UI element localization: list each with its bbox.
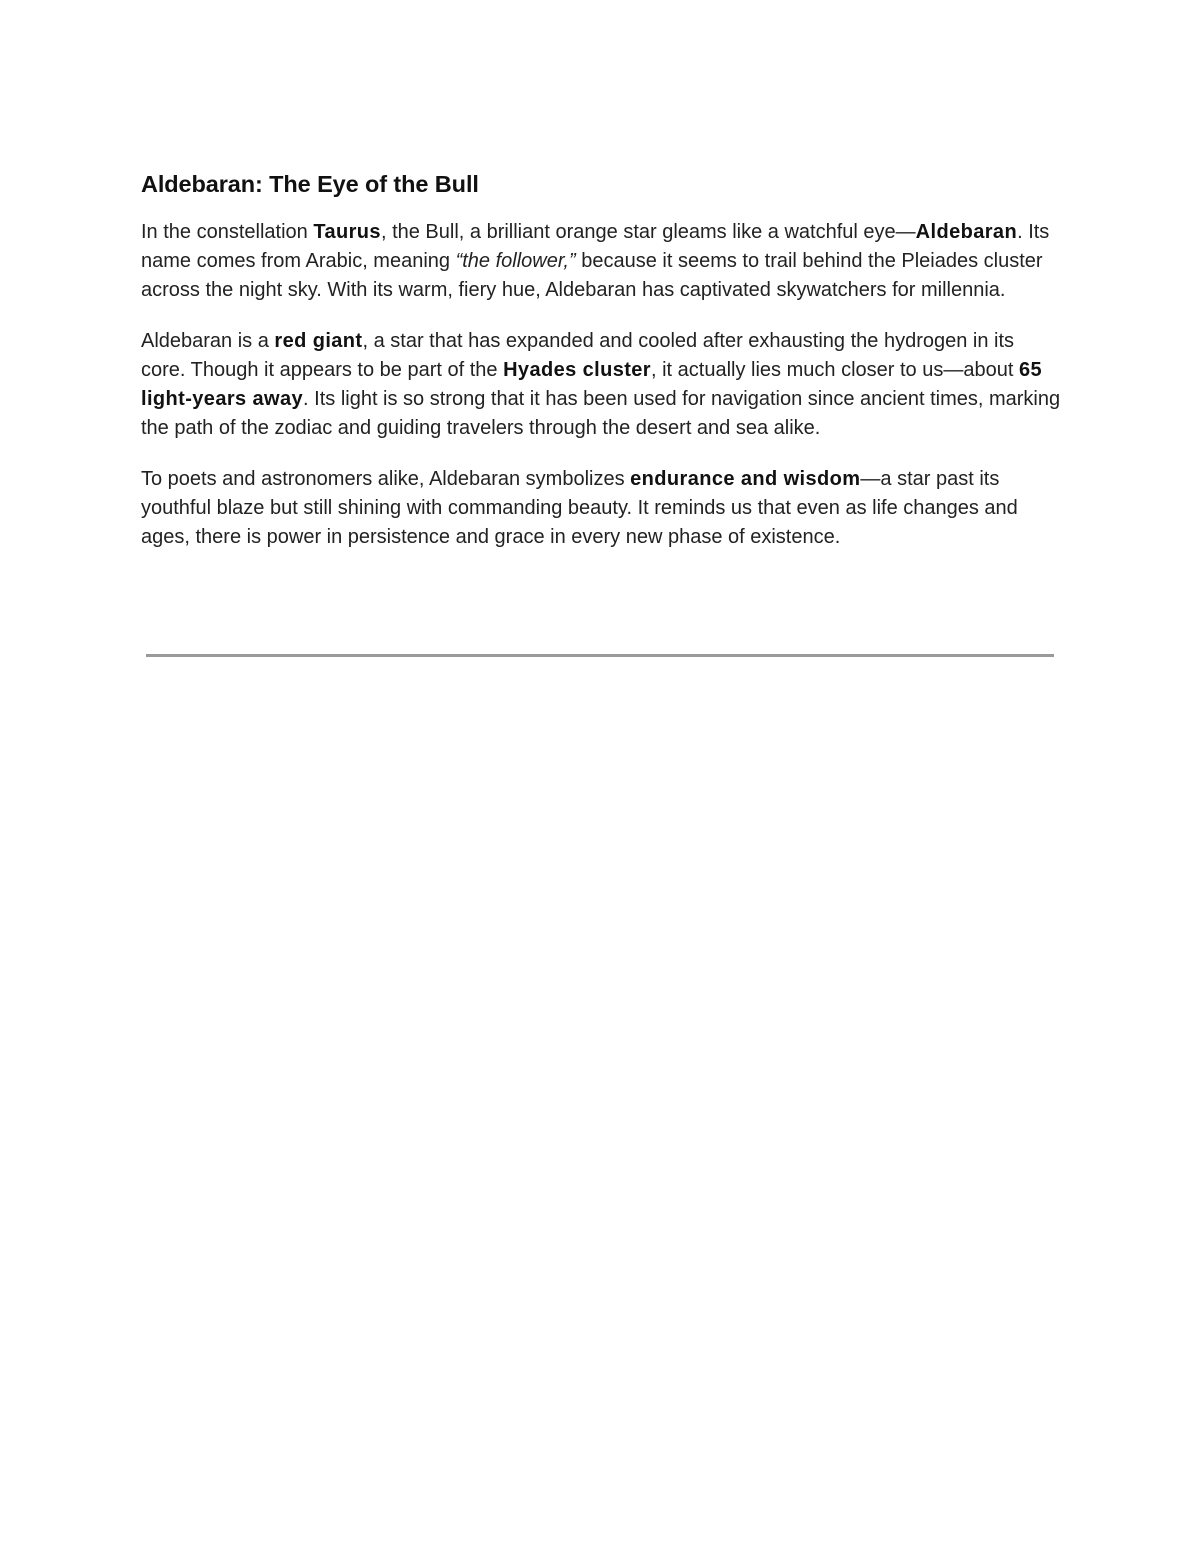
paragraph-red-giant — [141, 327, 1061, 443]
text-segment: —a star past its youthful blaze but still shining with commanding beauty. It reminds us that even as life changes and ages, there is power in persistence and grace in every new phase of existence. — [141, 468, 1018, 548]
text-segment: . Its light is so strong that it has been used for navigation since ancient times, marking the path of the zodiac and guiding travelers through the desert and sea alike. — [141, 388, 1061, 439]
emphasis-red-giant: red giant — [274, 330, 363, 352]
emphasis-aldebaran: Aldebaran — [915, 221, 1018, 243]
emphasis-distance: 65 light-years away — [141, 359, 1042, 410]
text-segment: . Its name comes from Arabic, meaning — [141, 221, 1050, 272]
document-title: Aldebaran: The Eye of the Bull — [141, 171, 479, 197]
emphasis-hyades-cluster: Hyades cluster — [503, 359, 651, 381]
text-segment: Aldebaran is a — [141, 330, 275, 352]
paragraph-symbolism — [141, 465, 1061, 552]
paragraph-intro — [141, 218, 1061, 305]
emphasis-taurus: Taurus — [313, 221, 381, 243]
text-segment: To poets and astronomers alike, Aldebaran symbolizes — [141, 468, 631, 490]
italic-the-follower: “the follower,” — [455, 250, 576, 272]
emphasis-endurance-wisdom: endurance and wisdom — [630, 468, 861, 490]
horizontal-divider — [146, 654, 1054, 657]
text-segment: , it actually lies much closer to us—about — [651, 359, 1019, 381]
document-body — [141, 168, 1061, 574]
text-segment: , a star that has expanded and cooled after exhausting the hydrogen in its core. Though it appears to be part of the — [141, 330, 1015, 381]
text-segment: In the constellation — [141, 221, 314, 243]
text-segment: because it seems to trail behind the Pleiades cluster across the night sky. With its warm, fiery hue, Aldebaran has captivated skywatchers for millennia. — [141, 250, 1043, 301]
text-segment: , the Bull, a brilliant orange star gleams like a watchful eye— — [380, 221, 916, 243]
